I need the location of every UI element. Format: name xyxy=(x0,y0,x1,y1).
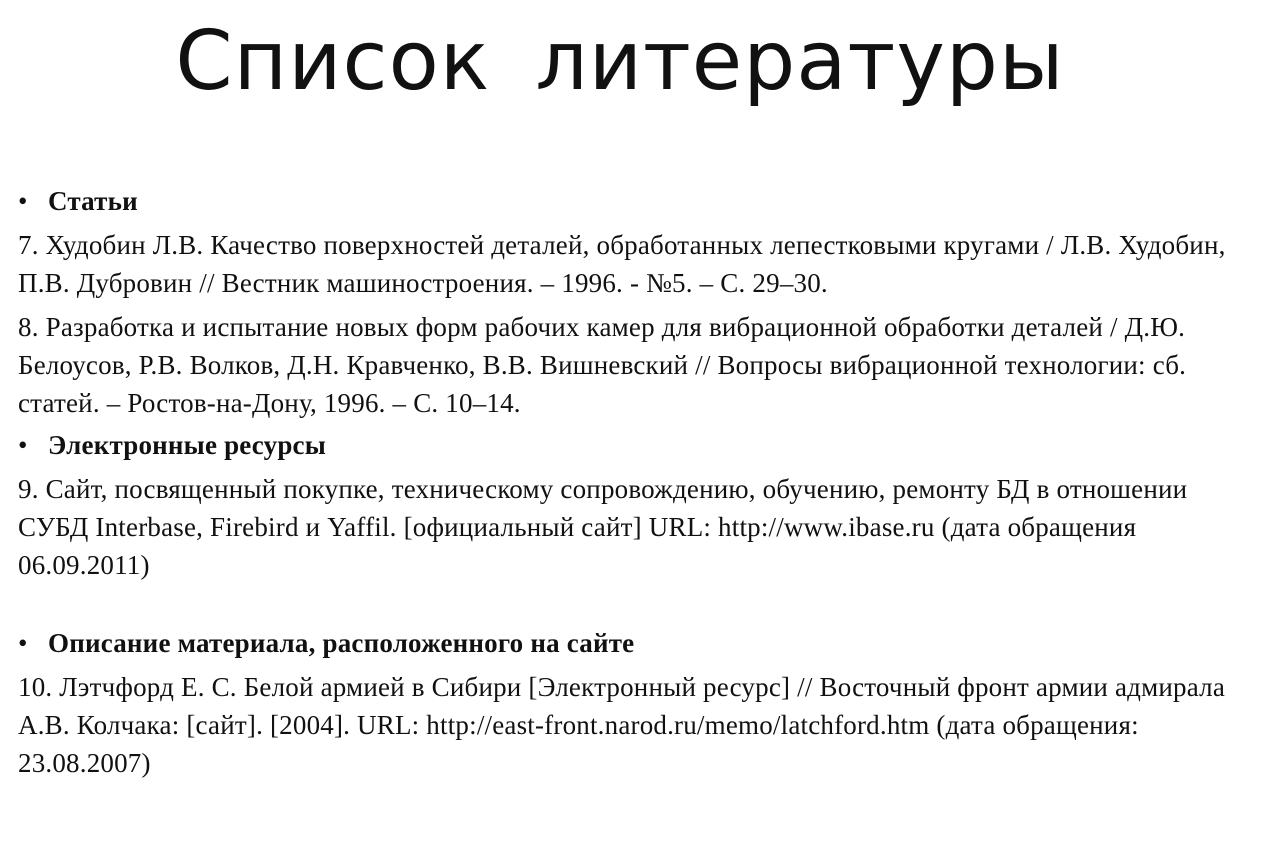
section-website-material xyxy=(18,624,1263,782)
section-heading-text: Электронные ресурсы xyxy=(48,430,327,460)
reference-entry: 7. Худобин Л.В. Качество поверхностей деталей, обработанных лепестковыми кругами / Л.В. Худобин, П.В. Дубровин // Вестник машиностроения. – 1996. - №5. – С. 29–30. xyxy=(18,230,1226,298)
section-heading xyxy=(18,182,1263,220)
section-articles xyxy=(18,182,1263,422)
reference-entry: 10. Лэтчфорд Е. С. Белой армией в Сибири [Электронный ресурс] // Восточный фронт армии адмирала А.В. Колчака: [сайт]. [2004]. URL: http://east-front.narod.ru/memo/latchford.htm (дата обращения: 23.08.2007) xyxy=(18,672,1226,778)
section-heading-text: Описание материала, расположенного на сайте xyxy=(48,628,635,658)
bullet-icon: • xyxy=(18,628,28,658)
section-heading xyxy=(18,624,1263,662)
section-electronic-resources xyxy=(18,426,1263,584)
section-heading xyxy=(18,426,1263,464)
bullet-icon: • xyxy=(18,430,28,460)
reference-entry: 8. Разработка и испытание новых форм рабочих камер для вибрационной обработки деталей / Д.Ю. Белоусов, Р.В. Волков, Д.Н. Кравченко, В.В. Вишневский // Вопросы вибрационной технологии: сб. статей. – Ростов-на-Дону, 1996. – С. 10–14. xyxy=(18,312,1187,418)
reference-entry: 9. Сайт, посвященный покупке, техническому сопровождению, обучению, ремонту БД в отношении СУБД Interbase, Firebird и Yaffil. [официальный сайт] URL: http://www.ibase.ru (дата обращения 06.09.2011) xyxy=(18,474,1188,580)
spacer xyxy=(18,588,1263,624)
bullet-icon: • xyxy=(18,186,28,216)
page-title: Список литературы xyxy=(175,14,1065,109)
section-heading-text: Статьи xyxy=(48,186,138,216)
bibliography xyxy=(18,182,1263,786)
